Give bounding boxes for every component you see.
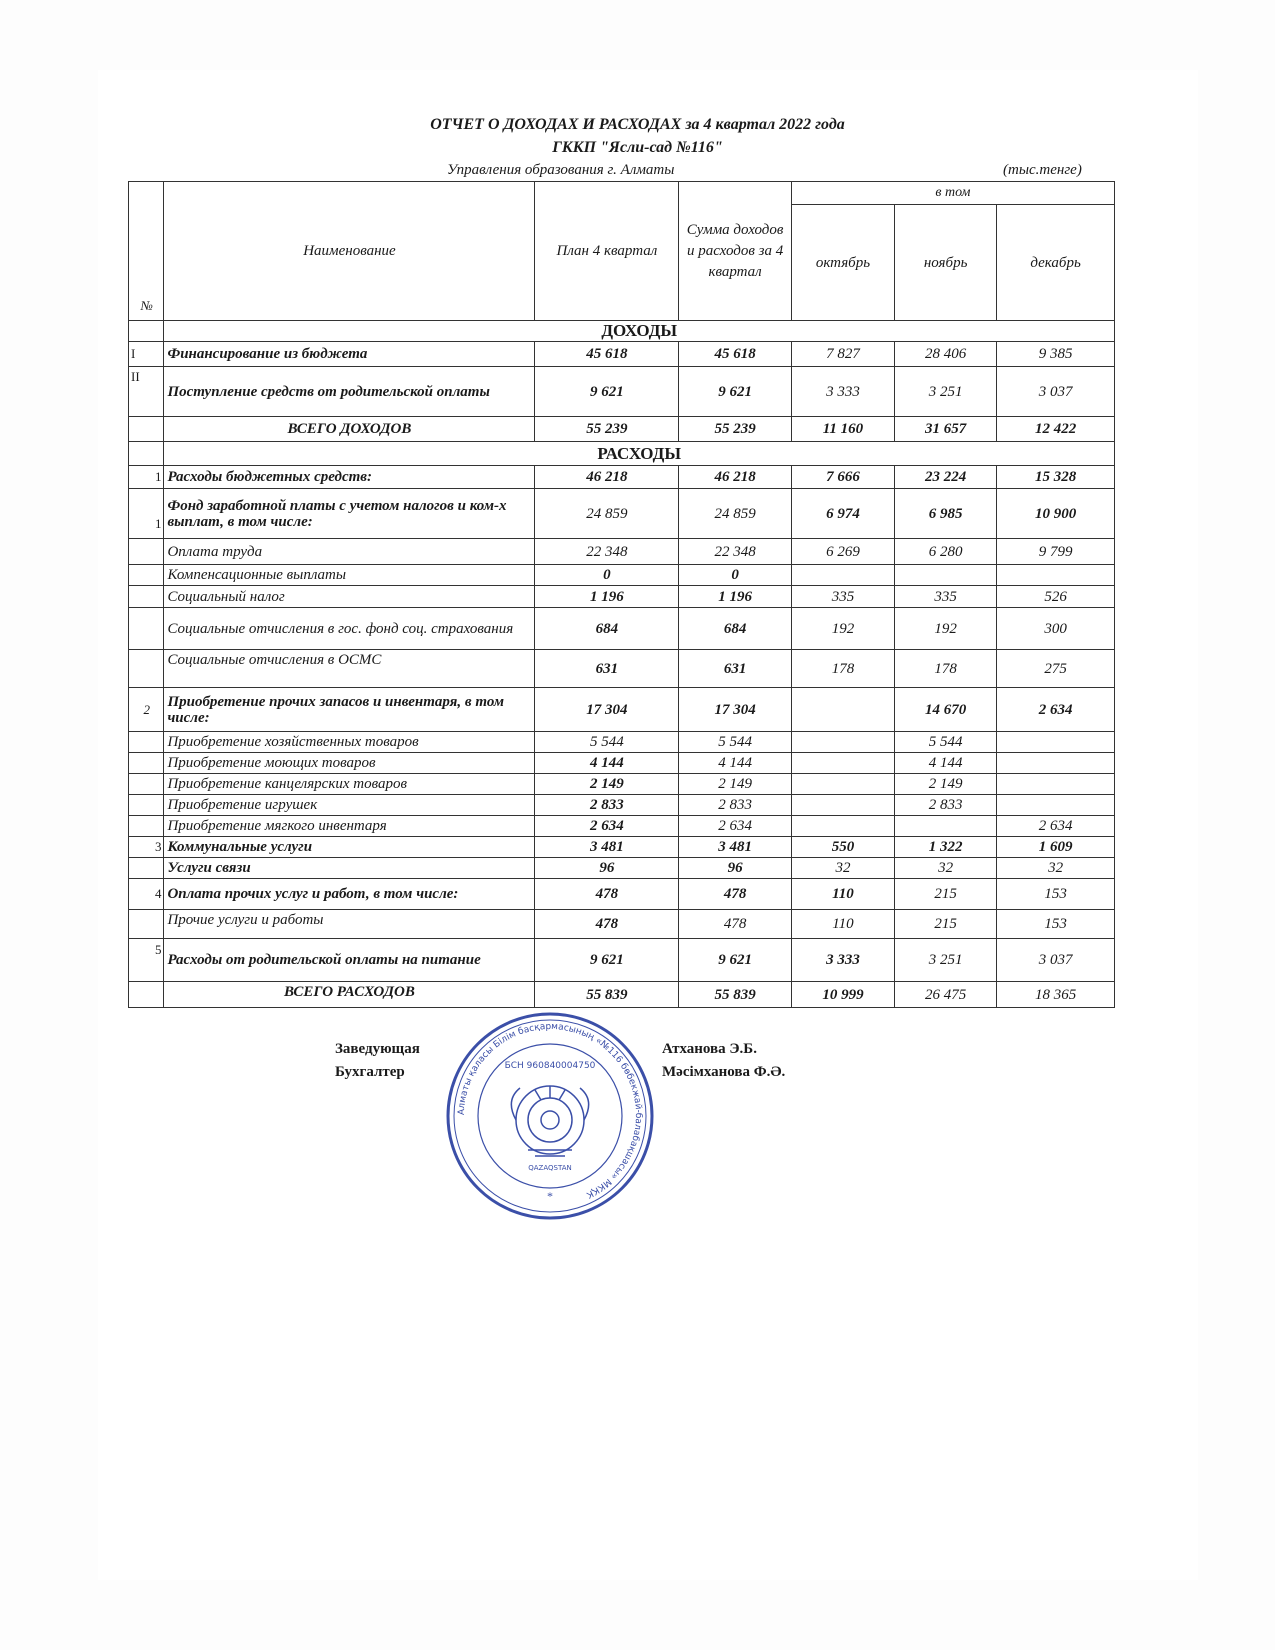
report-title: ОТЧЕТ О ДОХОДАХ И РАСХОДАХ за 4 квартал 2022 года xyxy=(430,116,845,133)
table-row: Социальный налог 1 196 1 196 335 335 526 xyxy=(129,586,1115,608)
income-expense-table xyxy=(128,181,1115,1008)
seal-inner-ring xyxy=(454,1020,646,1212)
department-name: Управления образования г. Алматы xyxy=(447,162,675,178)
expenses-section-title: РАСХОДЫ xyxy=(164,442,1115,466)
official-seal xyxy=(445,1010,655,1222)
currency-unit: (тыс.тенге) xyxy=(1003,162,1082,178)
signature-name-accountant: Мәсімханова Ф.Ә. xyxy=(662,1064,786,1080)
table-row: 2 Приобретение прочих запасов и инвентаря, в том числе: 17 304 17 304 14 670 2 634 xyxy=(129,688,1115,732)
income-total-row: ВСЕГО ДОХОДОВ 55 239 55 239 11 160 31 657 12 422 xyxy=(129,417,1115,442)
table-row: Социальные отчисления в гос. фонд соц. страхования 684 684 192 192 300 xyxy=(129,608,1115,650)
table-row: Приобретение игрушек 2 833 2 833 2 833 xyxy=(129,795,1115,816)
table-row: Компенсационные выплаты 0 0 xyxy=(129,565,1115,586)
table-row: 1 Расходы бюджетных средств: 46 218 46 218 7 666 23 224 15 328 xyxy=(129,466,1115,489)
table-row: II Поступление средств от родительской оплаты 9 621 9 621 3 333 3 251 3 037 xyxy=(129,367,1115,417)
table-row: Услуги связи 96 96 32 32 32 xyxy=(129,858,1115,879)
income-section-title: ДОХОДЫ xyxy=(164,321,1115,342)
table-row: 1 Фонд заработной платы с учетом налогов и ком-х выплат, в том числе: 24 859 24 859 6 974 6 985 10 900 xyxy=(129,489,1115,539)
table-row: 5 Расходы от родительской оплаты на питание 9 621 9 621 3 333 3 251 3 037 xyxy=(129,939,1115,982)
table-row: Приобретение канцелярских товаров 2 149 2 149 2 149 xyxy=(129,774,1115,795)
col-header-including: в том xyxy=(791,182,1114,205)
col-header-no: № xyxy=(129,182,164,321)
table-row: Приобретение мягкого инвентаря 2 634 2 634 2 634 xyxy=(129,816,1115,837)
expenses-total-row: ВСЕГО РАСХОДОВ 55 839 55 839 10 999 26 475 18 365 xyxy=(129,982,1115,1008)
table-row: I Финансирование из бюджета 45 618 45 618 7 827 28 406 9 385 xyxy=(129,342,1115,367)
table-row: 4 Оплата прочих услуг и работ, в том числе: 478 478 110 215 153 xyxy=(129,879,1115,910)
col-header-sum: Сумма доходов и расходов за 4 квартал xyxy=(679,182,792,321)
col-header-november: ноябрь xyxy=(895,205,997,321)
table-row: Оплата труда 22 348 22 348 6 269 6 280 9 799 xyxy=(129,539,1115,565)
seal-ring-text: Алматы қаласы Білім басқармасының «№116 бөбекжай-балабақшасы» МКҚК xyxy=(456,1021,644,1200)
organization-name: ГККП "Ясли-сад №116" xyxy=(552,139,723,156)
table-row: Прочие услуги и работы 478 478 110 215 153 xyxy=(129,910,1115,939)
signature-name-head: Атханова Э.Б. xyxy=(662,1041,757,1057)
seal-bin: БСН 960840004750 xyxy=(504,1061,596,1071)
col-header-name: Наименование xyxy=(164,182,535,321)
seal-star-icon: * xyxy=(547,1189,553,1203)
table-row: Социальные отчисления в ОСМС 631 631 178 178 275 xyxy=(129,650,1115,688)
table-row: 3 Коммунальные услуги 3 481 3 481 550 1 322 1 609 xyxy=(129,837,1115,858)
table-row: Приобретение хозяйственных товаров 5 544 5 544 5 544 xyxy=(129,732,1115,753)
col-header-plan: План 4 квартал xyxy=(535,182,679,321)
kazakhstan-emblem-icon xyxy=(511,1086,588,1156)
table-row: Приобретение моющих товаров 4 144 4 144 4 144 xyxy=(129,753,1115,774)
col-header-december: декабрь xyxy=(997,205,1115,321)
signature-role-accountant: Бухгалтер xyxy=(335,1064,405,1080)
col-header-october: октябрь xyxy=(791,205,894,321)
signature-role-head: Заведующая xyxy=(335,1041,420,1057)
seal-emblem-text: QAZAQSTAN xyxy=(528,1164,572,1172)
